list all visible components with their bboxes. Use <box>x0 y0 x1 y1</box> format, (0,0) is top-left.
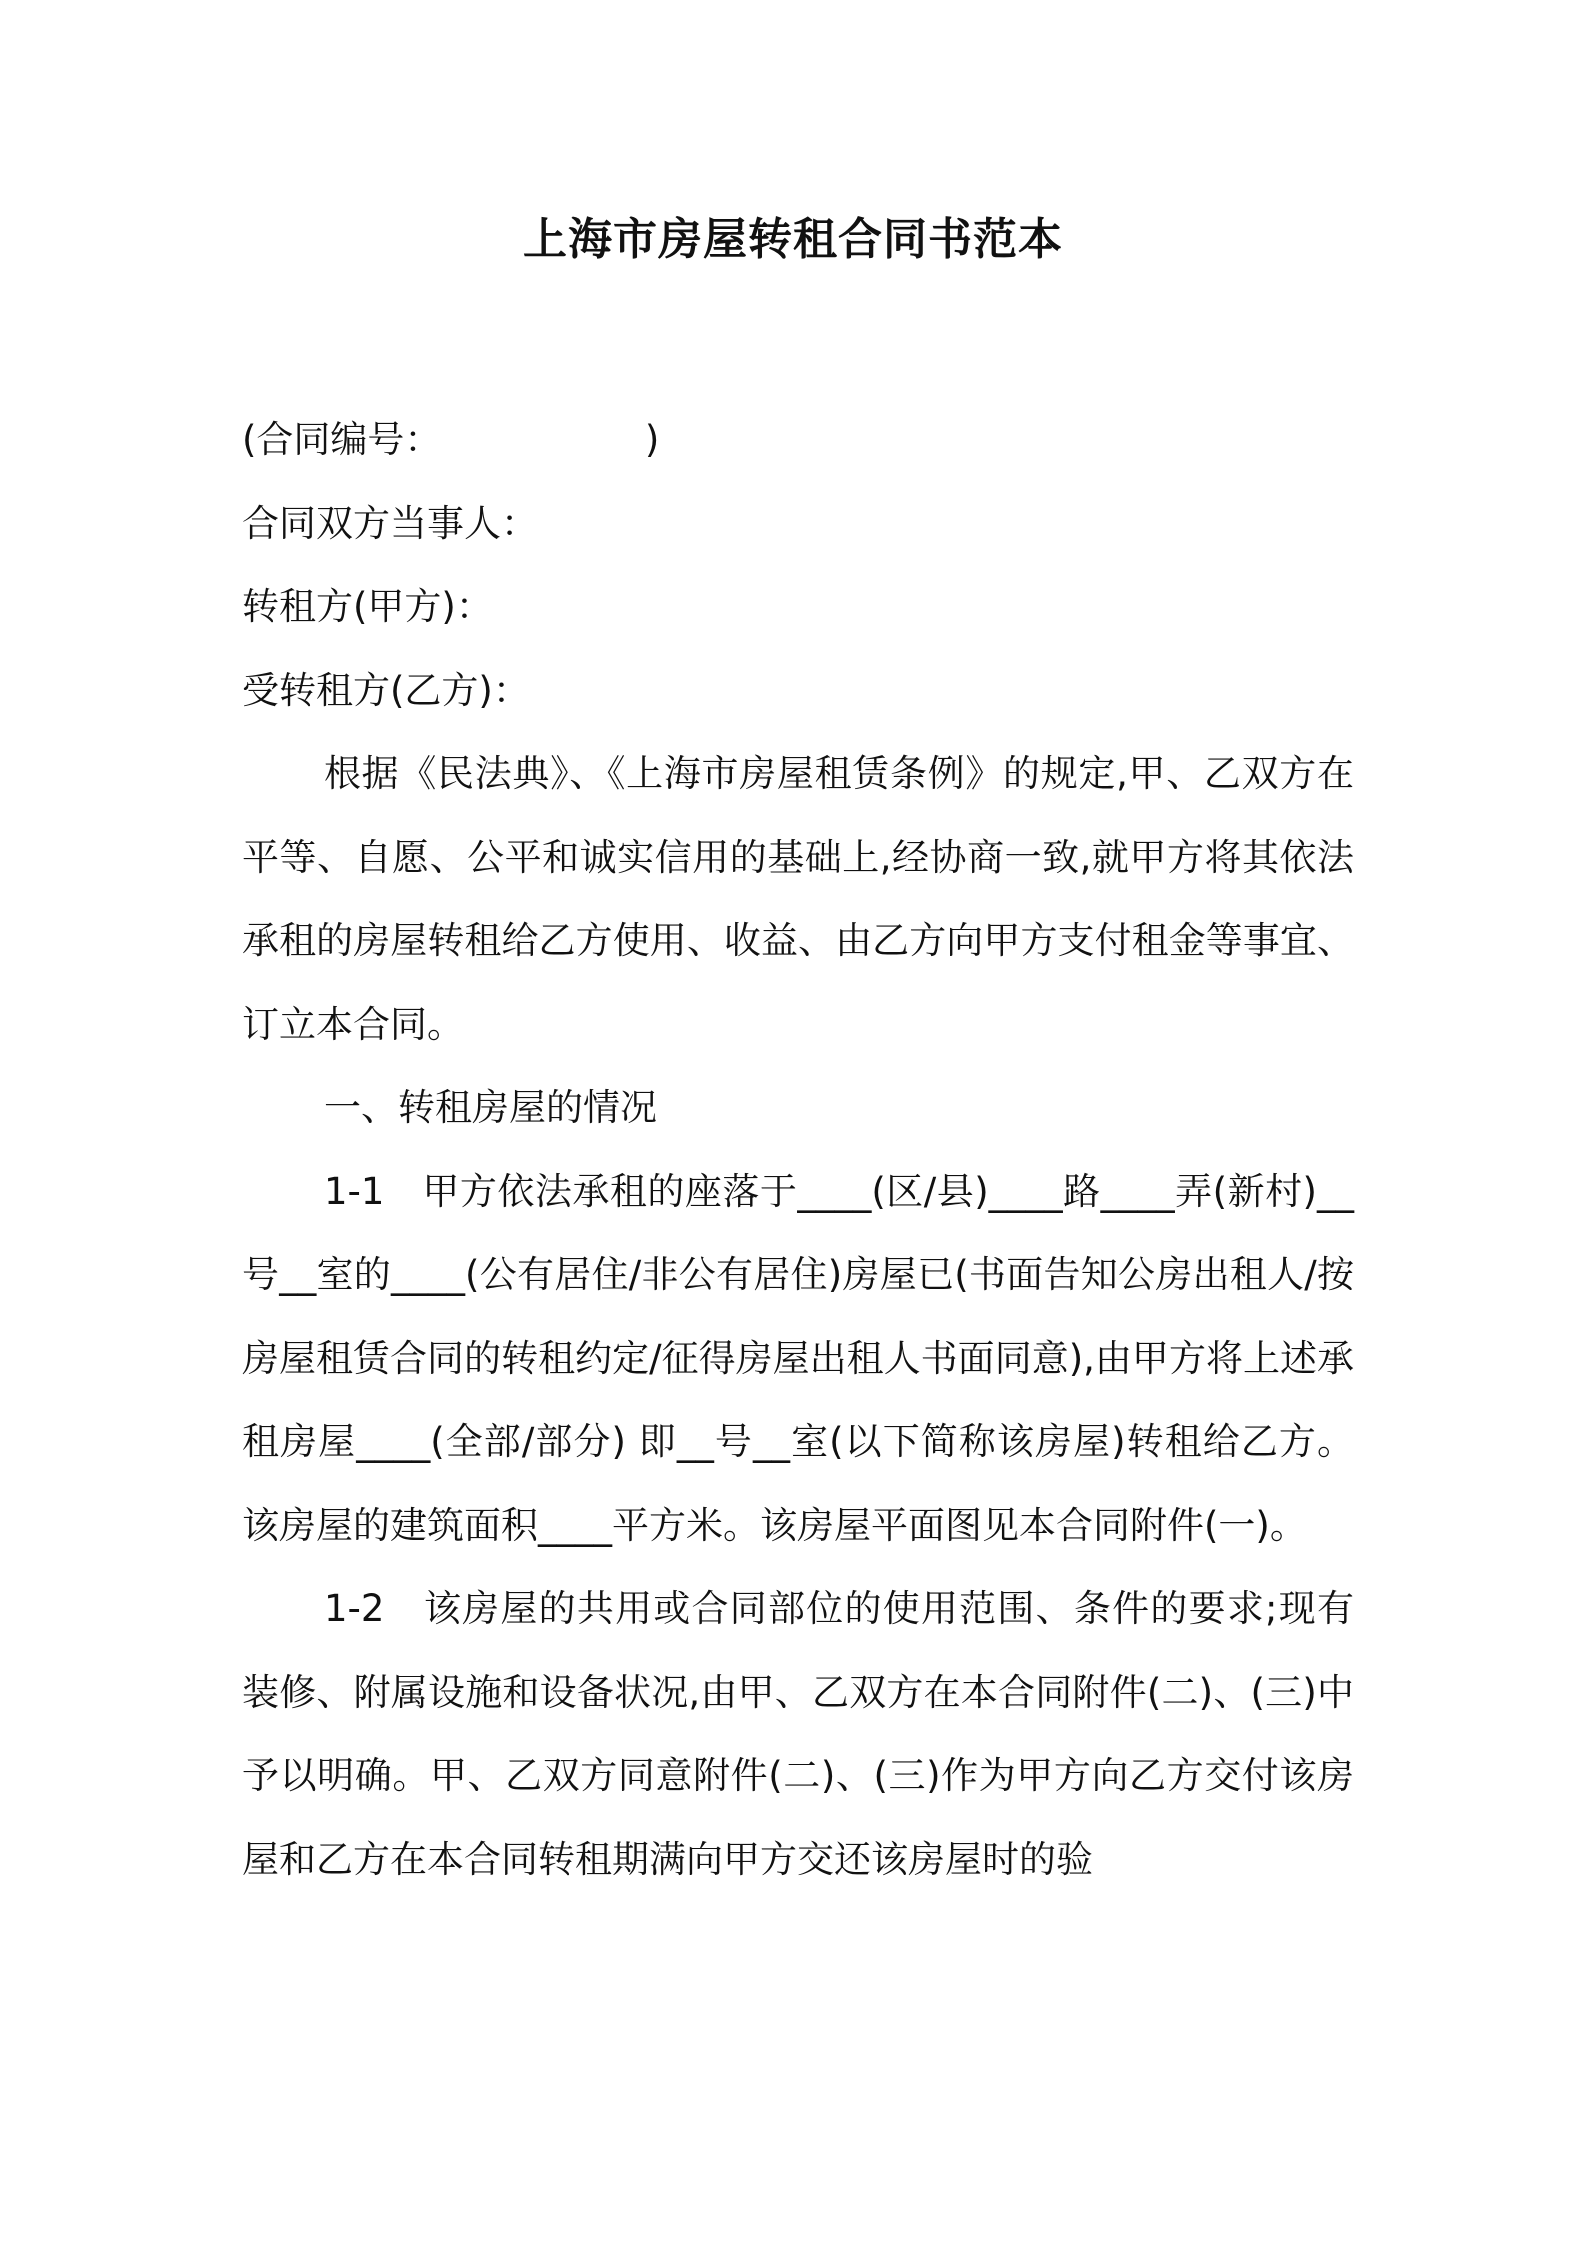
party-a-line: 转租方(甲方)： <box>242 585 493 628</box>
party-b-line: 受转租方(乙方)： <box>242 668 530 712</box>
parties-line: 合同双方当事人： <box>242 501 538 545</box>
clause-1-1: 1-1 甲方依法承租的座落于____(区/县)____路____弄(新村)__号__室的____(公有居住/非公有居住)房屋已(书面告知公房出租人/按房屋租赁合同的转租约定/征得房屋出租人书面同意),由甲方将上述承租房屋____(全部/部分) 即__号__室(以下简称该房屋)转租给乙方。该房屋的建筑面积____平方米。该房屋平面图见本合同附件(一)。 <box>242 1169 1354 1547</box>
intro-paragraph: 根据《民法典》、《上海市房屋租赁条例》的规定,甲、乙双方在平等、自愿、公平和诚实信用的基础上,经协商一致,就甲方将其依法承租的房屋转租给乙方使用、收益、由乙方向甲方支付租金等事宜、订立本合同。 <box>242 752 1354 1046</box>
contract-number-line: (合同编号： ) <box>242 418 660 461</box>
document-body <box>242 398 1354 1901</box>
document-title: 上海市房屋转租合同书范本 <box>523 214 1063 265</box>
clause-1-2: 1-2 该房屋的共用或合同部位的使用范围、条件的要求;现有装修、附属设施和设备状况,由甲、乙双方在本合同附件(二)、(三)中予以明确。甲、乙双方同意附件(二)、(三)作为甲方向乙方交付该房屋和乙方在本合同转租期满向甲方交还该房屋时的验 <box>242 1587 1354 1881</box>
section-1-heading: 一、转租房屋的情况 <box>324 1086 657 1129</box>
